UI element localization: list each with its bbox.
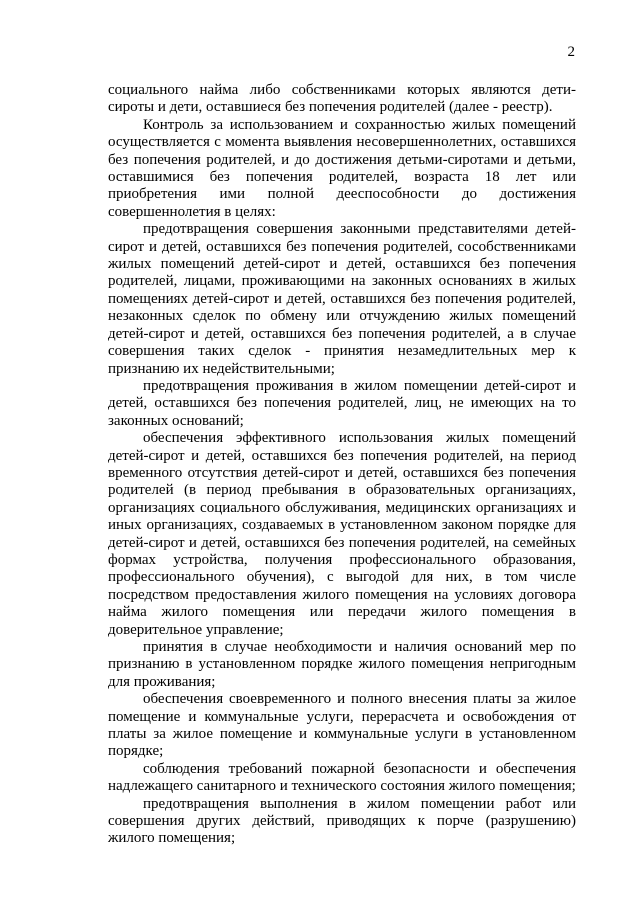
paragraph-goal-safety: соблюдения требований пожарной безопасности и обеспечения надлежащего санитарного и технического состояния жилого помещения; [108,760,576,795]
paragraph-goal-residence: предотвращения проживания в жилом помещении детей-сирот и детей, оставшихся без попечения родителей, лиц, не имеющих на то законных оснований; [108,377,576,429]
document-body [108,82,576,848]
paragraph-control: Контроль за использованием и сохранностью жилых помещений осуществляется с момента выявления несовершеннолетних, оставшихся без попечения родителей, и до достижения детьми-сиротами и детьми, оставшимися без попечения родителей, возраста 18 лет или приобретения ими полной дееспособности до достижения совершеннолетия в целях: [108,116,576,220]
paragraph-goal-transactions: предотвращения совершения законными представителями детей-сирот и детей, оставшихся без попечения родителей, сособственниками жилых помещений детей-сирот и детей, оставшихся без попечения родителей, лицами, проживающими на законных основаниях в жилых помещениях детей-сирот и детей, оставшихся без попечения родителей, незаконных сделок по обмену или отчуждению жилых помещений детей-сирот и детей, оставшихся без попечения родителей, а в случае совершения таких сделок - принятия незамедлительных мер к признанию их недействительными; [108,221,576,377]
paragraph-goal-damage: предотвращения выполнения в жилом помещении работ или совершения других действий, приводящих к порче (разрушению) жилого помещения; [108,795,576,847]
page-number: 2 [567,44,575,60]
paragraph-goal-effective-use: обеспечения эффективного использования жилых помещений детей-сирот и детей, оставшихся без попечения родителей, на период временного отсутствия детей-сирот и детей, оставшихся без попечения родителей (в период пребывания в образовательных организациях, организациях социального обслуживания, медицинских организациях и иных организациях, создаваемых в установленном законом порядке для детей-сирот и детей, оставшихся без попечения родителей, на семейных формах устройства, получения профессионального образования, профессионального обучения), с выгодой для них, в том числе посредством предоставления жилого помещения на условиях договора найма жилого помещения или передачи жилого помещения в доверительное управление; [108,430,576,638]
paragraph-goal-unfit-housing: принятия в случае необходимости и наличия оснований мер по признанию в установленном порядке жилого помещения непригодным для проживания; [108,639,576,690]
paragraph-continuation: социального найма либо собственниками которых являются дети-сироты и дети, оставшиеся без попечения родителей (далее - реестр). [108,82,576,116]
paragraph-goal-payments: обеспечения своевременного и полного внесения платы за жилое помещение и коммунальные услуги, перерасчета и освобождения от платы за жилое помещение и коммунальные услуги в установленном порядке; [108,691,576,760]
